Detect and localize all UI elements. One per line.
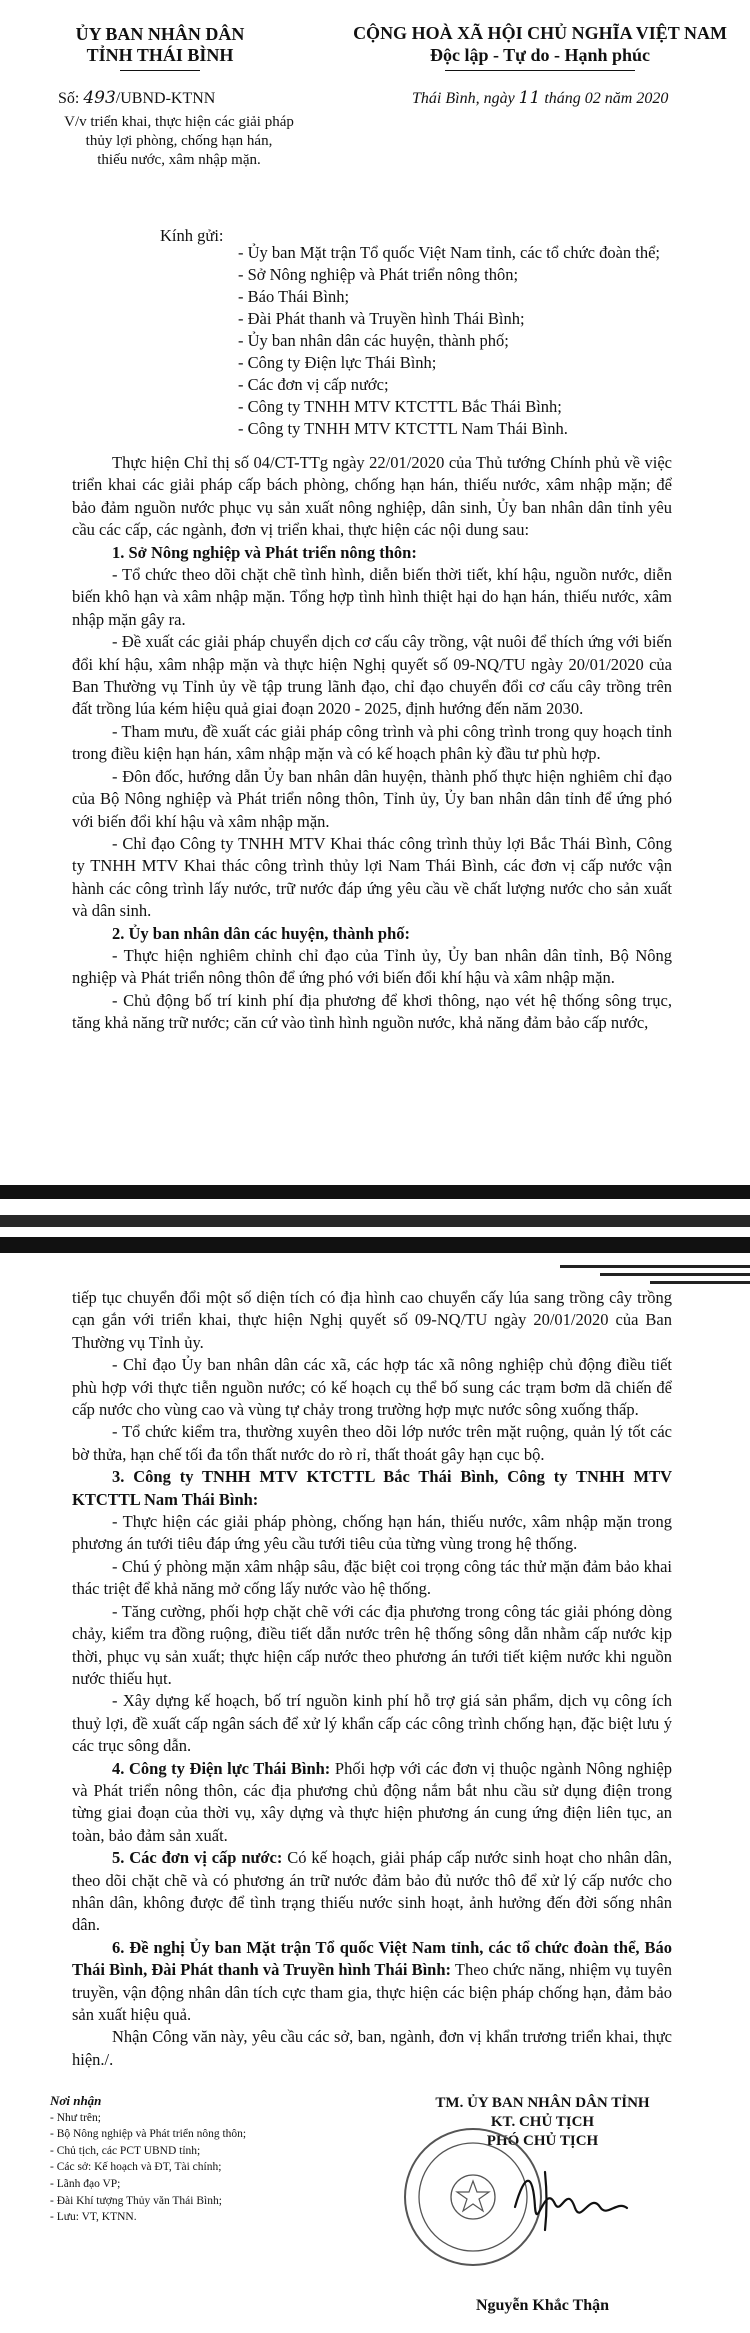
handwritten-signature-icon [515, 2172, 627, 2230]
page-separator [0, 1185, 750, 1263]
recipients-copy [50, 2093, 246, 2226]
issuing-authority [0, 24, 320, 66]
section-1-item: - Đề xuất các giải pháp chuyển dịch cơ cấu cây trồng, vật nuôi để thích ứng với biến đổi khí hậu, xâm nhập mặn và thực hiện Nghị quyết số 09-NQ/TU ngày 20/01/2020 của Ban Thường vụ Tỉnh ủy về tập trung lãnh đạo, chỉ đạo chuyển đổi cơ cấu cây trồng trên đất trồng lúa kém hiệu quả giai đoạn 2020 - 2025, định hướng đến năm 2030. [72, 632, 672, 719]
body-page-2 [72, 1287, 672, 2071]
recipients-label: Kính gửi: [160, 226, 224, 245]
copy-item: - Đài Khí tượng Thủy văn Thái Bình; [50, 2194, 222, 2207]
place-date: Thái Bình, ngày 11 tháng 02 năm 2020 [412, 88, 669, 108]
national-header [330, 22, 750, 66]
section-3-title: 3. Công ty TNHH MTV KTCTTL Bắc Thái Bình, Công ty TNHH MTV KTCTTL Nam Thái Bình: [72, 1467, 672, 1509]
nation-title: CỘNG HOÀ XÃ HỘI CHỦ NGHĨA VIỆT NAM [353, 23, 727, 43]
recipients-copy-title: Nơi nhận [50, 2093, 102, 2108]
copy-item: - Bộ Nông nghiệp và Phát triển nông thôn; [50, 2128, 247, 2141]
section-5-title: 5. Các đơn vị cấp nước: [112, 1848, 283, 1868]
scan-band-dark [0, 1237, 750, 1253]
section-2-title: 2. Ủy ban nhân dân các huyện, thành phố: [112, 923, 411, 943]
section-3-item: - Chú ý phòng mặn xâm nhập sâu, đặc biệt coi trọng công tác thử mặn đảm bảo khai thác triệt để khả năng mở cống lấy nước vào hệ thống. [72, 1556, 672, 1599]
recipients-list [238, 242, 660, 440]
section-6: 6. Đề nghị Ủy ban Mặt trận Tổ quốc Việt Nam tỉnh, các tổ chức đoàn thể, Báo Thái Bình, Đài Phát thanh và Truyền hình Thái Bình: Theo chức năng, nhiệm vụ tuyên truyền, vận động nhân dân tích cực tham gia, thực hiện các biện pháp chống hạn, đảm bảo sản xuất hiệu quả. [72, 1937, 672, 2024]
section-1-title: 1. Sở Nông nghiệp và Phát triển nông thôn: [112, 542, 417, 562]
handwritten-day: 11 [518, 88, 541, 108]
handwritten-number: 493 [83, 88, 116, 108]
recipient-item: - Ủy ban Mặt trận Tổ quốc Việt Nam tỉnh, các tổ chức đoàn thể; [238, 243, 661, 262]
section-6-title: 6. Đề nghị Ủy ban Mặt trận Tổ quốc Việt Nam tỉnh, các tổ chức đoàn thể, Báo Thái Bình, Đài Phát thanh và Truyền hình Thái Bình: [72, 1937, 672, 1980]
section-1-item: - Chỉ đạo Công ty TNHH MTV Khai thác công trình thủy lợi Bắc Thái Bình, Công ty TNHH MTV Khai thác công trình thủy lợi Nam Thái Bình, các đơn vị cấp nước vận hành các công trình lấy nước, trữ nước đáp ứng yêu cầu về chất lượng nước cho sản xuất và dân sinh. [72, 833, 672, 921]
section-2-item: - Chủ động bố trí kinh phí địa phương để khơi thông, nạo vét hệ thống sông trục, tăng khả năng trữ nước; căn cứ vào tình hình nguồn nước, khả năng đảm bảo cấp nước, [72, 990, 672, 1033]
section-1-item: - Tham mưu, đề xuất các giải pháp công trình và phi công trình trong quy hoạch tỉnh trong điều kiện hạn hán, xâm nhập mặn và có kế hoạch phân kỳ đầu tư phù hợp. [72, 721, 672, 764]
authority-line-2: TỈNH THÁI BÌNH [86, 45, 234, 65]
section-2-item: - Thực hiện nghiêm chỉnh chỉ đạo của Tỉnh ủy, Ủy ban nhân dân tỉnh, Bộ Nông nghiệp và Phát triển nông thôn để ứng phó với biến đổi khí hậu và xâm nhập mặn. [72, 945, 672, 988]
scan-band-dark [0, 1185, 750, 1199]
recipient-item: - Sở Nông nghiệp và Phát triển nông thôn; [238, 265, 519, 284]
closing-paragraph: Nhận Công văn này, yêu cầu các sở, ban, ngành, đơn vị khẩn trương triển khai, thực hiện./. [72, 2027, 672, 2069]
recipient-item: - Công ty Điện lực Thái Bình; [238, 353, 437, 372]
signer-name: Nguyễn Khắc Thận [475, 2297, 610, 2314]
section-3-item: - Xây dựng kế hoạch, bố trí nguồn kinh phí hỗ trợ giá sản phẩm, dịch vụ công ích thuỷ lợi, đề xuất cấp ngân sách để xử lý khẩn cấp các công trình chống hạn, đặc biệt lưu ý các trục sông dẫn. [72, 1691, 672, 1756]
body-page-1 [72, 452, 672, 1035]
scan-artifact [600, 1273, 750, 1276]
authority-line-1: ỦY BAN NHÂN DÂN [75, 24, 245, 44]
copy-item: - Các sở: Kế hoạch và ĐT, Tài chính; [50, 2161, 222, 2174]
section-1-item: - Tổ chức theo dõi chặt chẽ tình hình, diễn biến thời tiết, khí hậu, nguồn nước, diễn biến khô hạn và xâm nhập mặn. Tổng hợp tình hình thiệt hại do hạn hán, thiếu nước, xâm nhập mặn gây ra. [72, 565, 672, 629]
official-seal-icon [405, 2129, 541, 2265]
motto: Độc lập - Tự do - Hạnh phúc [429, 45, 651, 65]
section-2-item: - Chỉ đạo Ủy ban nhân dân các xã, các hợp tác xã nông nghiệp chủ động điều tiết phù hợp với thực tiễn nguồn nước; có kế hoạch cụ thể bố sung các trạm bơm dã chiến để cấp nước cho vùng cao và vùng tự chảy trong trường hợp mực nước sông xuống thấp. [72, 1355, 672, 1420]
scan-artifact [560, 1265, 750, 1268]
section-4-title: 4. Công ty Điện lực Thái Bình: [112, 1758, 331, 1778]
section-2-item-continued: tiếp tục chuyển đổi một số diện tích có địa hình cao chuyển cấy lúa sang trồng cây trồng cạn gắn với triển khai, thực hiện Nghị quyết số 09-NQ/TU ngày 20/01/2020 của Ban Thường vụ Tỉnh ủy. [72, 1288, 672, 1352]
copy-item: - Lãnh đạo VP; [50, 2177, 121, 2190]
recipient-item: - Công ty TNHH MTV KTCTTL Bắc Thái Bình; [238, 397, 562, 416]
scan-artifact [650, 1281, 750, 1284]
recipient-item: - Đài Phát thanh và Truyền hình Thái Bình; [238, 309, 525, 328]
document-number: Số: 493/UBND-KTNN [58, 88, 216, 108]
scan-band-dark [0, 1215, 750, 1227]
signature-line-3: PHÓ CHỦ TỊCH [486, 2133, 599, 2149]
section-5: 5. Các đơn vị cấp nước: Có kế hoạch, giải pháp cấp nước sinh hoạt cho nhân dân, theo dõi chặt chẽ và có phương án trữ nước đảm bảo đủ nước thô để xử lý cấp nước cho nhân dân, không được để tình trạng thiếu nước sinh hoạt, ảnh hưởng đến đời sống nhân dân. [72, 1848, 672, 1935]
official-seal-and-signature [395, 2112, 695, 2302]
signature-line-2: KT. CHỦ TỊCH [490, 2114, 595, 2130]
intro-paragraph: Thực hiện Chỉ thị số 04/CT-TTg ngày 22/01/2020 của Thủ tướng Chính phủ về việc triển khai các giải pháp cấp bách phòng, chống hạn hán, thiếu nước, xâm nhập mặn; để bảo đảm nguồn nước phục vụ sản xuất nông nghiệp, dân sinh, Ủy ban nhân dân tỉnh yêu cầu các cấp, các ngành, đơn vị triển khai, thực hiện các nội dung sau: [72, 453, 672, 540]
recipient-item: - Báo Thái Bình; [238, 287, 350, 306]
copy-item: - Như trên; [50, 2111, 101, 2124]
authority-underline [120, 70, 200, 71]
motto-underline [445, 70, 635, 71]
section-3-item: - Thực hiện các giải pháp phòng, chống hạn hán, thiếu nước, xâm nhập mặn trong phương án tưới tiêu đáp ứng yêu cầu tưới tiêu của từng vùng trong hệ thống. [72, 1512, 672, 1554]
signature-line-1: TM. ỦY BAN NHÂN DÂN TỈNH [435, 2095, 650, 2111]
section-3-item: - Tăng cường, phối hợp chặt chẽ với các địa phương trong công tác giải phóng dòng chảy, kiểm tra đồng ruộng, điều tiết dẫn nước trên hệ thống sông dẫn nhằm cấp nước kịp thời, phục vụ sản xuất; thực hiện cấp nước theo phương án tưới tiết kiệm nước khi nguồn nước thiếu hụt. [72, 1601, 672, 1688]
recipient-item: - Công ty TNHH MTV KTCTTL Nam Thái Bình. [238, 419, 568, 438]
subject: V/v triển khai, thực hiện các giải pháp thủy lợi phòng, chống hạn hán, thiếu nước, xâm nhập mặn. [64, 114, 294, 168]
copy-item: - Chủ tịch, các PCT UBND tỉnh; [50, 2144, 201, 2157]
recipient-item: - Các đơn vị cấp nước; [238, 375, 389, 394]
recipient-item: - Ủy ban nhân dân các huyện, thành phố; [238, 331, 509, 350]
section-4: 4. Công ty Điện lực Thái Bình: Phối hợp với các đơn vị thuộc ngành Nông nghiệp và Phát triển nông thôn, các địa phương chủ động nắm bắt nhu cầu sử dụng điện trong từng giai đoạn của thời vụ, xây dựng và thực hiện phương án cung ứng điện liên tục, an toàn, bảo đảm sản xuất. [72, 1758, 672, 1845]
section-2-item: - Tổ chức kiểm tra, thường xuyên theo dõi lớp nước trên mặt ruộng, quản lý tốt các bờ thửa, hạn chế tối đa tổn thất nước do rò rỉ, thất thoát gây hạn cục bộ. [72, 1422, 672, 1464]
section-1-item: - Đôn đốc, hướng dẫn Ủy ban nhân dân huyện, thành phố thực hiện nghiêm chỉ đạo của Bộ Nông nghiệp và Phát triển nông thôn, Tỉnh ủy, Ủy ban nhân dân tỉnh để ứng phó với biến đổi khí hậu và xâm nhập mặn. [72, 766, 672, 831]
copy-item: - Lưu: VT, KTNN. [50, 2211, 137, 2224]
